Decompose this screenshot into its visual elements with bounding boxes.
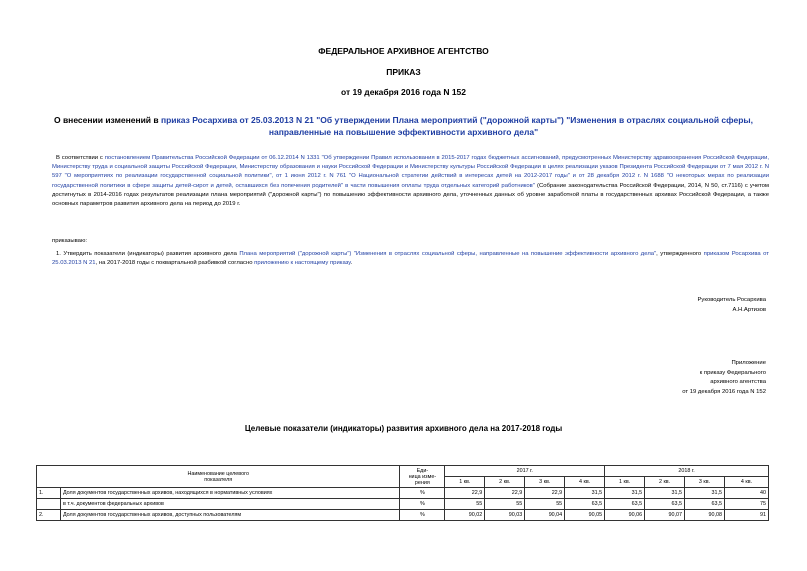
row-value: 75 <box>725 499 769 510</box>
row-number: 2. <box>37 510 61 521</box>
header-unit-line-3: рения <box>414 479 430 486</box>
appendix-line-2: к приказу Федерального <box>699 369 766 376</box>
header-name-line-1: Наименование целевого <box>187 470 249 477</box>
table-row <box>37 488 769 499</box>
appendix-block <box>682 359 766 397</box>
header-quarter: 3 кв. <box>685 477 725 488</box>
preamble-text-2: (Собрание законодательства Российской Федерации, 2014, N 50, ст.7116) с учетом достигнутых в 2014-2016 годах результатов реализации плана мероприятий ("дорожной карты") по повышению эффективности архивного дела, уточненных данных об уровне заработной платы в государственных архивах Российской Федерации, а также основных параметров развития архивного дела на период до 2019 г. <box>52 182 769 208</box>
table-row <box>37 499 769 510</box>
row-value: 40 <box>725 488 769 499</box>
appendix-line-4: от 19 декабря 2016 года N 152 <box>682 388 766 395</box>
header-unit-line-1: Еди- <box>416 467 429 474</box>
item1-link-order[interactable]: приказом Росархива от 25.03.2013 N 21 <box>52 251 769 267</box>
row-value: 55 <box>445 499 485 510</box>
item1-text-2: , утвержденного <box>656 251 704 257</box>
signature-position: Руководитель Росархива <box>697 297 766 303</box>
document-title <box>34 114 773 138</box>
row-value: 22,9 <box>485 488 525 499</box>
row-value: 90,05 <box>565 510 605 521</box>
row-unit: % <box>400 510 445 521</box>
row-value: 90,04 <box>525 510 565 521</box>
header-quarter: 1 кв. <box>605 477 645 488</box>
appendix-line-1: Приложение <box>731 360 766 366</box>
row-value: 63,5 <box>685 499 725 510</box>
row-name: в т.ч. документов федеральных архивов <box>60 499 399 510</box>
document-type: ПРИКАЗ <box>386 67 421 77</box>
header-name-line-2: показателя <box>204 476 233 483</box>
row-unit: % <box>400 499 445 510</box>
row-value: 55 <box>485 499 525 510</box>
row-value: 31,5 <box>685 488 725 499</box>
title-prefix: О внесении изменений в <box>53 115 161 125</box>
row-name: Доля документов государственных архивов, находящихся в нормативных условиях <box>60 488 399 499</box>
header-quarter: 2 кв. <box>485 477 525 488</box>
row-value: 31,5 <box>565 488 605 499</box>
row-value: 22,9 <box>445 488 485 499</box>
row-value: 91 <box>725 510 769 521</box>
row-value: 63,5 <box>605 499 645 510</box>
row-value: 63,5 <box>565 499 605 510</box>
paragraph-order: приказываю: <box>52 238 88 244</box>
row-value: 90,02 <box>445 510 485 521</box>
row-name: Доля документов государственных архивов, доступных пользователям <box>60 510 399 521</box>
row-value: 90,07 <box>645 510 685 521</box>
signature-block <box>697 296 766 315</box>
row-value: 90,03 <box>485 510 525 521</box>
paragraph-preamble <box>52 154 769 209</box>
header-unit-line-2: ница изме- <box>408 473 437 480</box>
row-value: 22,9 <box>525 488 565 499</box>
appendix-line-3: архивного агентства <box>710 379 766 385</box>
row-value: 31,5 <box>605 488 645 499</box>
header-year-2017: 2017 г. <box>445 466 605 477</box>
item1-text-1: 1. Утвердить показатели (индикаторы) развития архивного дела <box>56 251 240 257</box>
header-quarter: 2 кв. <box>645 477 685 488</box>
row-number <box>37 499 61 510</box>
row-unit: % <box>400 488 445 499</box>
agency-name: ФЕДЕРАЛЬНОЕ АРХИВНОЕ АГЕНТСТВО <box>318 46 489 56</box>
header-quarter: 1 кв. <box>445 477 485 488</box>
row-number: 1. <box>37 488 61 499</box>
item1-link-appendix[interactable]: приложению к настоящему приказу <box>254 260 351 267</box>
title-link[interactable]: приказ Росархива от 25.03.2013 N 21 "Об утверждении Плана мероприятий ("дорожной карты") "Изменения в отраслях социальной сферы, направленные на повышение эффективности архивного дела" <box>160 115 754 137</box>
row-value: 63,5 <box>645 499 685 510</box>
table-header-row-1 <box>37 466 769 477</box>
header-quarter: 4 кв. <box>565 477 605 488</box>
document-date: от 19 декабря 2016 года N 152 <box>340 87 467 97</box>
item1-text-3: , на 2017-2018 годы с поквартальной разбивкой согласно <box>95 260 255 267</box>
header-quarter: 3 кв. <box>525 477 565 488</box>
indicators-table <box>36 465 769 521</box>
header-unit-cell <box>400 466 445 488</box>
table-title: Целевые показатели (индикаторы) развития архивного дела на 2017-2018 годы <box>244 424 563 433</box>
header-quarter: 4 кв. <box>725 477 769 488</box>
row-value: 90,06 <box>605 510 645 521</box>
item1-link-plan[interactable]: Плана мероприятий ("дорожной карты") "Изменения в отраслях социальной сферы, направленные на повышение эффективности архивного дела" <box>239 251 657 257</box>
preamble-link-decree[interactable]: постановлением Правительства Российской Федерации от 06.12.2014 N 1331 "Об утверждении Правил использования в 2015-2017 годах бюджетных ассигнований, предусмотренных Министерству здравоохранения Российской Федерации, Министерству труда и социальной защиты Российской Федерации, Министерству образования и науки Российской Федерации и Министерству культуры Российской Федерации в целях реализации указов Президента Российской Федерации от 7 мая 2012 г. N 597 "О мероприятиях по реализации государственной социальной политики", от 1 июня 2012 г. N 761 "О Национальной стратегии действий в интересах детей на 2012-2017 годы" и от 28 декабря 2012 г. N 1688 "О некоторых мерах по реализации государственной политики в сфере защиты детей-сирот и детей, оставшихся без попечения родителей" в части повышения оплаты труда отдельных категорий работников" <box>52 155 769 189</box>
header-name-cell <box>37 466 400 488</box>
row-value: 55 <box>525 499 565 510</box>
preamble-text-1: В соответствии с <box>56 155 105 161</box>
header-year-2018: 2018 г. <box>605 466 769 477</box>
row-value: 90,08 <box>685 510 725 521</box>
paragraph-item-1 <box>52 250 769 268</box>
row-value: 31,5 <box>645 488 685 499</box>
item1-text-4: . <box>350 260 353 267</box>
table-row <box>37 510 769 521</box>
signature-name: А.Н.Артизов <box>732 306 766 313</box>
